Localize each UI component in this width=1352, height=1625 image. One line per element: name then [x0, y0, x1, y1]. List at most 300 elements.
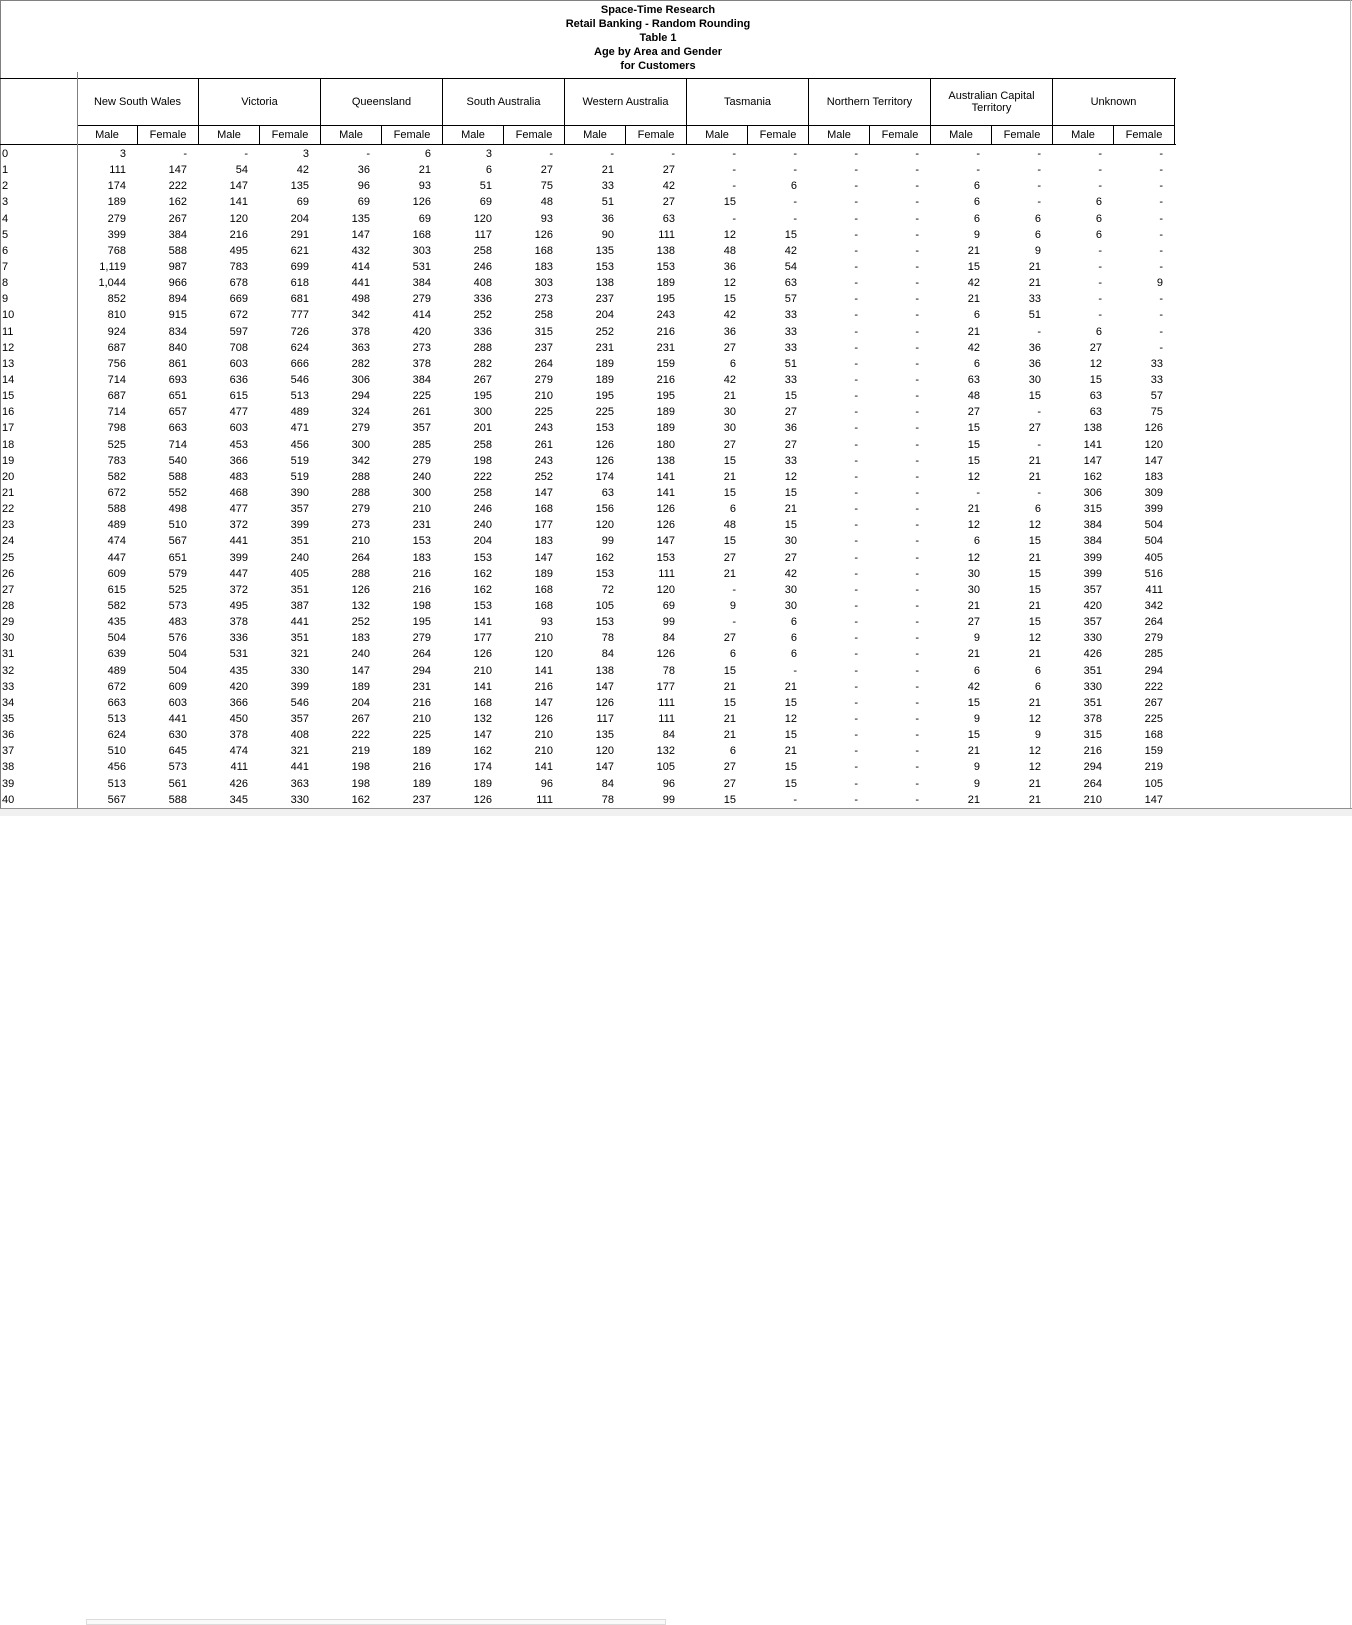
value-cell: 21	[723, 729, 736, 742]
value-cell: 357	[412, 422, 431, 435]
value-cell: 243	[534, 454, 553, 467]
value-cell: 240	[473, 519, 492, 532]
age-row-label: 24	[2, 535, 15, 548]
value-cell: -	[1159, 309, 1163, 322]
value-cell: -	[854, 696, 858, 709]
value-cell: 579	[168, 567, 187, 580]
age-row-label: 39	[2, 777, 15, 790]
value-cell: 366	[229, 454, 248, 467]
value-cell: 162	[473, 567, 492, 580]
value-cell: 9	[973, 632, 980, 645]
value-cell: 216	[412, 583, 431, 596]
value-cell: 63	[967, 374, 980, 387]
value-cell: 330	[1083, 632, 1102, 645]
value-cell: 306	[351, 374, 370, 387]
table-row-age-22	[0, 501, 1176, 517]
value-cell: 378	[229, 729, 248, 742]
value-cell: -	[732, 583, 736, 596]
value-cell: 279	[351, 422, 370, 435]
value-cell: 399	[1083, 567, 1102, 580]
value-cell: 99	[662, 616, 675, 629]
value-cell: 768	[107, 244, 126, 257]
area-header-victoria	[199, 79, 321, 144]
value-cell: 240	[290, 551, 309, 564]
value-cell: 30	[967, 583, 980, 596]
value-cell: 441	[168, 712, 187, 725]
value-cell: 693	[168, 374, 187, 387]
value-cell: 6	[729, 648, 736, 661]
value-cell: 540	[168, 454, 187, 467]
value-cell: 603	[229, 357, 248, 370]
value-cell: 6	[973, 357, 980, 370]
value-cell: -	[915, 600, 919, 612]
value-cell: 6	[729, 357, 736, 370]
value-cell: 315	[534, 325, 553, 338]
value-cell: 189	[595, 374, 614, 387]
table-row-age-20	[0, 469, 1176, 485]
value-cell: 687	[107, 390, 126, 403]
value-cell: 147	[1083, 454, 1102, 467]
value-cell: 432	[351, 244, 370, 257]
value-cell: 405	[1144, 551, 1163, 564]
value-cell: 672	[107, 680, 126, 693]
value-cell: 12	[1028, 519, 1041, 532]
value-cell: 342	[351, 454, 370, 467]
value-cell: 861	[168, 357, 187, 370]
value-cell: 267	[168, 212, 187, 225]
gender-column-label-male: Male	[565, 126, 626, 144]
value-cell: 420	[1083, 600, 1102, 612]
value-cell: -	[915, 616, 919, 629]
area-header-tasmania	[687, 79, 809, 144]
value-cell: 195	[656, 293, 675, 306]
value-cell: -	[915, 164, 919, 177]
value-cell: 33	[1150, 374, 1163, 387]
value-cell: 669	[229, 293, 248, 306]
title-line-dataset: Retail Banking - Random Rounding	[565, 18, 751, 30]
value-cell: 153	[656, 551, 675, 564]
value-cell: 519	[290, 454, 309, 467]
value-cell: -	[854, 503, 858, 516]
value-cell: 27	[967, 406, 980, 419]
value-cell: 9	[973, 712, 980, 725]
value-cell: 12	[784, 712, 797, 725]
age-row-label: 9	[2, 293, 9, 306]
value-cell: 603	[229, 422, 248, 435]
value-cell: 546	[290, 374, 309, 387]
value-cell: -	[1098, 277, 1102, 290]
value-cell: 57	[784, 293, 797, 306]
value-cell: -	[915, 680, 919, 693]
value-cell: 27	[967, 616, 980, 629]
value-cell: 96	[357, 180, 370, 193]
value-cell: 624	[290, 341, 309, 354]
value-cell: 513	[290, 390, 309, 403]
value-cell: 15	[784, 487, 797, 500]
value-cell: 174	[107, 180, 126, 193]
value-cell: 48	[723, 244, 736, 257]
value-cell: 51	[1028, 309, 1041, 322]
value-cell: 264	[412, 648, 431, 661]
value-cell: -	[1037, 438, 1041, 451]
value-cell: 36	[784, 422, 797, 435]
value-cell: 12	[723, 277, 736, 290]
area-column-label: Victoria	[199, 79, 320, 126]
value-cell: -	[915, 180, 919, 193]
value-cell: 78	[601, 793, 614, 806]
value-cell: 21	[1028, 696, 1041, 709]
value-cell: 15	[784, 390, 797, 403]
value-cell: 198	[473, 454, 492, 467]
value-cell: 420	[412, 325, 431, 338]
age-row-label: 33	[2, 680, 15, 693]
value-cell: 279	[412, 632, 431, 645]
value-cell: 153	[595, 567, 614, 580]
value-cell: -	[915, 374, 919, 387]
age-row-label: 0	[2, 148, 9, 161]
value-cell: 9	[1156, 277, 1163, 290]
value-cell: 36	[1028, 341, 1041, 354]
age-row-label: 26	[2, 567, 15, 580]
value-cell: 651	[168, 551, 187, 564]
value-cell: 15	[1028, 390, 1041, 403]
value-cell: 399	[1144, 503, 1163, 516]
value-cell: 708	[229, 341, 248, 354]
table-row-age-17	[0, 420, 1176, 436]
value-cell: 21	[601, 164, 614, 177]
value-cell: 93	[540, 212, 553, 225]
value-cell: 96	[540, 777, 553, 790]
value-cell: -	[976, 487, 980, 500]
table-row-age-18	[0, 437, 1176, 453]
value-cell: 966	[168, 277, 187, 290]
value-cell: -	[854, 228, 858, 241]
value-cell: 111	[536, 793, 553, 806]
value-cell: 126	[595, 454, 614, 467]
value-cell: 351	[1083, 664, 1102, 677]
value-cell: -	[793, 148, 797, 161]
table-row-age-5	[0, 227, 1176, 243]
value-cell: 552	[168, 487, 187, 500]
value-cell: 42	[662, 180, 675, 193]
value-cell: 588	[107, 503, 126, 516]
age-row-label: 25	[2, 551, 15, 564]
area-column-label: Tasmania	[687, 79, 808, 126]
table-row-age-31	[0, 646, 1176, 662]
value-cell: -	[854, 293, 858, 306]
value-cell: -	[915, 777, 919, 790]
value-cell: 33	[784, 454, 797, 467]
value-cell: 6	[485, 164, 492, 177]
table-row-age-27	[0, 582, 1176, 598]
value-cell: 147	[168, 164, 187, 177]
value-cell: -	[1159, 180, 1163, 193]
value-cell: 93	[540, 616, 553, 629]
value-cell: 498	[168, 503, 187, 516]
value-cell: 48	[723, 519, 736, 532]
table-row-age-9	[0, 291, 1176, 307]
value-cell: 126	[595, 696, 614, 709]
value-cell: 273	[412, 341, 431, 354]
age-row-label: 23	[2, 519, 15, 532]
value-cell: 111	[109, 164, 126, 177]
value-cell: 288	[473, 341, 492, 354]
value-cell: 126	[473, 648, 492, 661]
value-cell: -	[854, 616, 858, 629]
value-cell: 162	[351, 793, 370, 806]
value-cell: -	[244, 148, 248, 161]
value-cell: 678	[229, 277, 248, 290]
value-cell: 153	[473, 600, 492, 612]
value-cell: -	[915, 729, 919, 742]
value-cell: 288	[351, 567, 370, 580]
scrollbar-thumb[interactable]	[86, 1619, 666, 1625]
value-cell: -	[366, 148, 370, 161]
value-cell: 21	[418, 164, 431, 177]
value-cell: 126	[1144, 422, 1163, 435]
table-row-age-3	[0, 194, 1176, 210]
value-cell: 177	[534, 519, 553, 532]
value-cell: 138	[1083, 422, 1102, 435]
value-cell: 42	[723, 309, 736, 322]
value-cell: 198	[351, 761, 370, 774]
value-cell: 69	[662, 600, 675, 612]
value-cell: 63	[601, 487, 614, 500]
value-cell: 183	[534, 535, 553, 548]
value-cell: 609	[168, 680, 187, 693]
value-cell: 21	[967, 325, 980, 338]
value-cell: 483	[229, 470, 248, 483]
value-cell: -	[976, 164, 980, 177]
value-cell: 216	[534, 680, 553, 693]
value-cell: 279	[412, 454, 431, 467]
value-cell: 246	[473, 503, 492, 516]
value-cell: 168	[534, 503, 553, 516]
value-cell: 663	[168, 422, 187, 435]
value-cell: 279	[412, 293, 431, 306]
area-header-south-australia	[443, 79, 565, 144]
value-cell: 489	[107, 519, 126, 532]
age-row-label: 13	[2, 357, 15, 370]
value-cell: 183	[1144, 470, 1163, 483]
value-cell: -	[915, 793, 919, 806]
value-cell: 324	[351, 406, 370, 419]
area-header-queensland	[321, 79, 443, 144]
value-cell: 264	[1083, 777, 1102, 790]
value-cell: 666	[290, 357, 309, 370]
value-cell: 153	[595, 616, 614, 629]
value-cell: 321	[290, 745, 309, 758]
value-cell: 177	[473, 632, 492, 645]
value-cell: 726	[290, 325, 309, 338]
value-cell: 21	[1028, 277, 1041, 290]
value-cell: -	[915, 648, 919, 661]
value-cell: 201	[473, 422, 492, 435]
value-cell: 231	[595, 341, 614, 354]
value-cell: 414	[351, 261, 370, 274]
value-cell: 189	[412, 745, 431, 758]
value-cell: -	[915, 341, 919, 354]
value-cell: 672	[107, 487, 126, 500]
gender-column-label-female: Female	[149, 129, 187, 141]
value-cell: 291	[290, 228, 309, 241]
value-cell: 15	[784, 228, 797, 241]
value-cell: 51	[479, 180, 492, 193]
value-cell: 162	[595, 551, 614, 564]
value-cell: 531	[412, 261, 431, 274]
value-cell: 336	[473, 325, 492, 338]
table-row-age-14	[0, 372, 1176, 388]
value-cell: 258	[473, 438, 492, 451]
value-cell: 21	[1028, 470, 1041, 483]
value-cell: 456	[107, 761, 126, 774]
value-cell: 210	[412, 712, 431, 725]
gender-column-label-male: Male	[687, 126, 748, 144]
value-cell: 111	[658, 567, 675, 580]
value-cell: 96	[662, 777, 675, 790]
value-cell: -	[854, 148, 858, 161]
value-cell: -	[793, 793, 797, 806]
value-cell: 15	[723, 793, 736, 806]
value-cell: 306	[1083, 487, 1102, 500]
value-cell: -	[915, 519, 919, 532]
value-cell: -	[1098, 261, 1102, 274]
gender-column-label-female: Female	[515, 129, 553, 141]
value-cell: 141	[656, 470, 675, 483]
value-cell: 210	[412, 503, 431, 516]
value-cell: 9	[973, 228, 980, 241]
value-cell: 6	[973, 535, 980, 548]
value-cell: 15	[1028, 583, 1041, 596]
value-cell: 117	[474, 228, 492, 241]
value-cell: 384	[168, 228, 187, 241]
value-cell: 132	[656, 745, 675, 758]
value-cell: 618	[290, 277, 309, 290]
value-cell: 147	[534, 551, 553, 564]
value-cell: 300	[351, 438, 370, 451]
value-cell: 9	[729, 600, 736, 612]
value-cell: 210	[534, 632, 553, 645]
value-cell: 378	[351, 325, 370, 338]
value-cell: -	[915, 503, 919, 516]
title-line-table-number: Table 1	[639, 32, 677, 44]
table-row-age-39	[0, 775, 1176, 791]
value-cell: -	[1098, 293, 1102, 306]
value-cell: 546	[290, 696, 309, 709]
value-cell: 258	[473, 244, 492, 257]
value-cell: -	[915, 293, 919, 306]
value-cell: 300	[473, 406, 492, 419]
value-cell: 51	[784, 357, 797, 370]
value-cell: 6	[1034, 680, 1041, 693]
value-cell: 210	[534, 745, 553, 758]
value-cell: 285	[1144, 648, 1163, 661]
value-cell: 120	[229, 212, 248, 225]
value-cell: -	[854, 487, 858, 500]
value-cell: -	[1159, 148, 1163, 161]
value-cell: 237	[412, 793, 431, 806]
value-cell: 519	[290, 470, 309, 483]
value-cell: 120	[534, 648, 553, 661]
value-cell: 198	[351, 777, 370, 790]
value-cell: 567	[168, 535, 187, 548]
value-cell: 126	[656, 503, 675, 516]
value-cell: -	[732, 180, 736, 193]
value-cell: 126	[534, 228, 553, 241]
value-cell: 777	[290, 309, 309, 322]
value-cell: 279	[534, 374, 553, 387]
value-cell: -	[915, 712, 919, 725]
value-cell: 6	[973, 664, 980, 677]
value-cell: 582	[107, 600, 126, 612]
value-cell: 183	[412, 551, 431, 564]
value-cell: -	[854, 632, 858, 645]
value-cell: -	[854, 567, 858, 580]
value-cell: 357	[1083, 616, 1102, 629]
table-row-age-4	[0, 211, 1176, 227]
value-cell: 441	[290, 761, 309, 774]
value-cell: 639	[107, 648, 126, 661]
area-column-label: Northern Territory	[809, 79, 930, 126]
value-cell: 159	[1144, 745, 1163, 758]
value-cell: -	[1037, 406, 1041, 419]
value-cell: 27	[1028, 422, 1041, 435]
value-cell: 258	[534, 309, 553, 322]
value-cell: 216	[412, 696, 431, 709]
title-line-population: for Customers	[620, 60, 696, 72]
value-cell: 588	[168, 793, 187, 806]
value-cell: 624	[107, 729, 126, 742]
value-cell: 231	[656, 341, 675, 354]
value-cell: 267	[1144, 696, 1163, 709]
value-cell: 12	[1089, 357, 1102, 370]
table-row-age-28	[0, 598, 1176, 614]
value-cell: 420	[229, 680, 248, 693]
value-cell: 399	[290, 519, 309, 532]
value-cell: 42	[296, 164, 309, 177]
value-cell: 231	[412, 519, 431, 532]
table-row-age-34	[0, 695, 1176, 711]
value-cell: 378	[412, 357, 431, 370]
horizontal-scrollbar[interactable]	[0, 809, 1352, 816]
value-cell: 126	[412, 196, 431, 209]
value-cell: 21	[1028, 600, 1041, 612]
value-cell: 714	[107, 374, 126, 387]
table-row-age-26	[0, 566, 1176, 582]
title-line-dimensions: Age by Area and Gender	[594, 46, 722, 58]
value-cell: 351	[290, 632, 309, 645]
value-cell: 33	[601, 180, 614, 193]
value-cell: 3	[302, 148, 309, 161]
value-cell: 603	[168, 696, 187, 709]
value-cell: 483	[168, 616, 187, 629]
value-cell: 9	[1034, 244, 1041, 257]
value-cell: 6	[790, 180, 797, 193]
value-cell: -	[854, 745, 858, 758]
value-cell: -	[915, 228, 919, 241]
value-cell: 330	[290, 793, 309, 806]
value-cell: -	[732, 212, 736, 225]
gender-column-label-female: Female	[271, 129, 309, 141]
value-cell: 495	[229, 600, 248, 612]
table-row-age-36	[0, 727, 1176, 743]
value-cell: 27	[723, 777, 736, 790]
value-cell: 477	[229, 503, 248, 516]
gender-column-label-female: Female	[637, 129, 675, 141]
value-cell: 72	[601, 583, 614, 596]
value-cell: 21	[967, 745, 980, 758]
value-cell: 636	[229, 374, 248, 387]
